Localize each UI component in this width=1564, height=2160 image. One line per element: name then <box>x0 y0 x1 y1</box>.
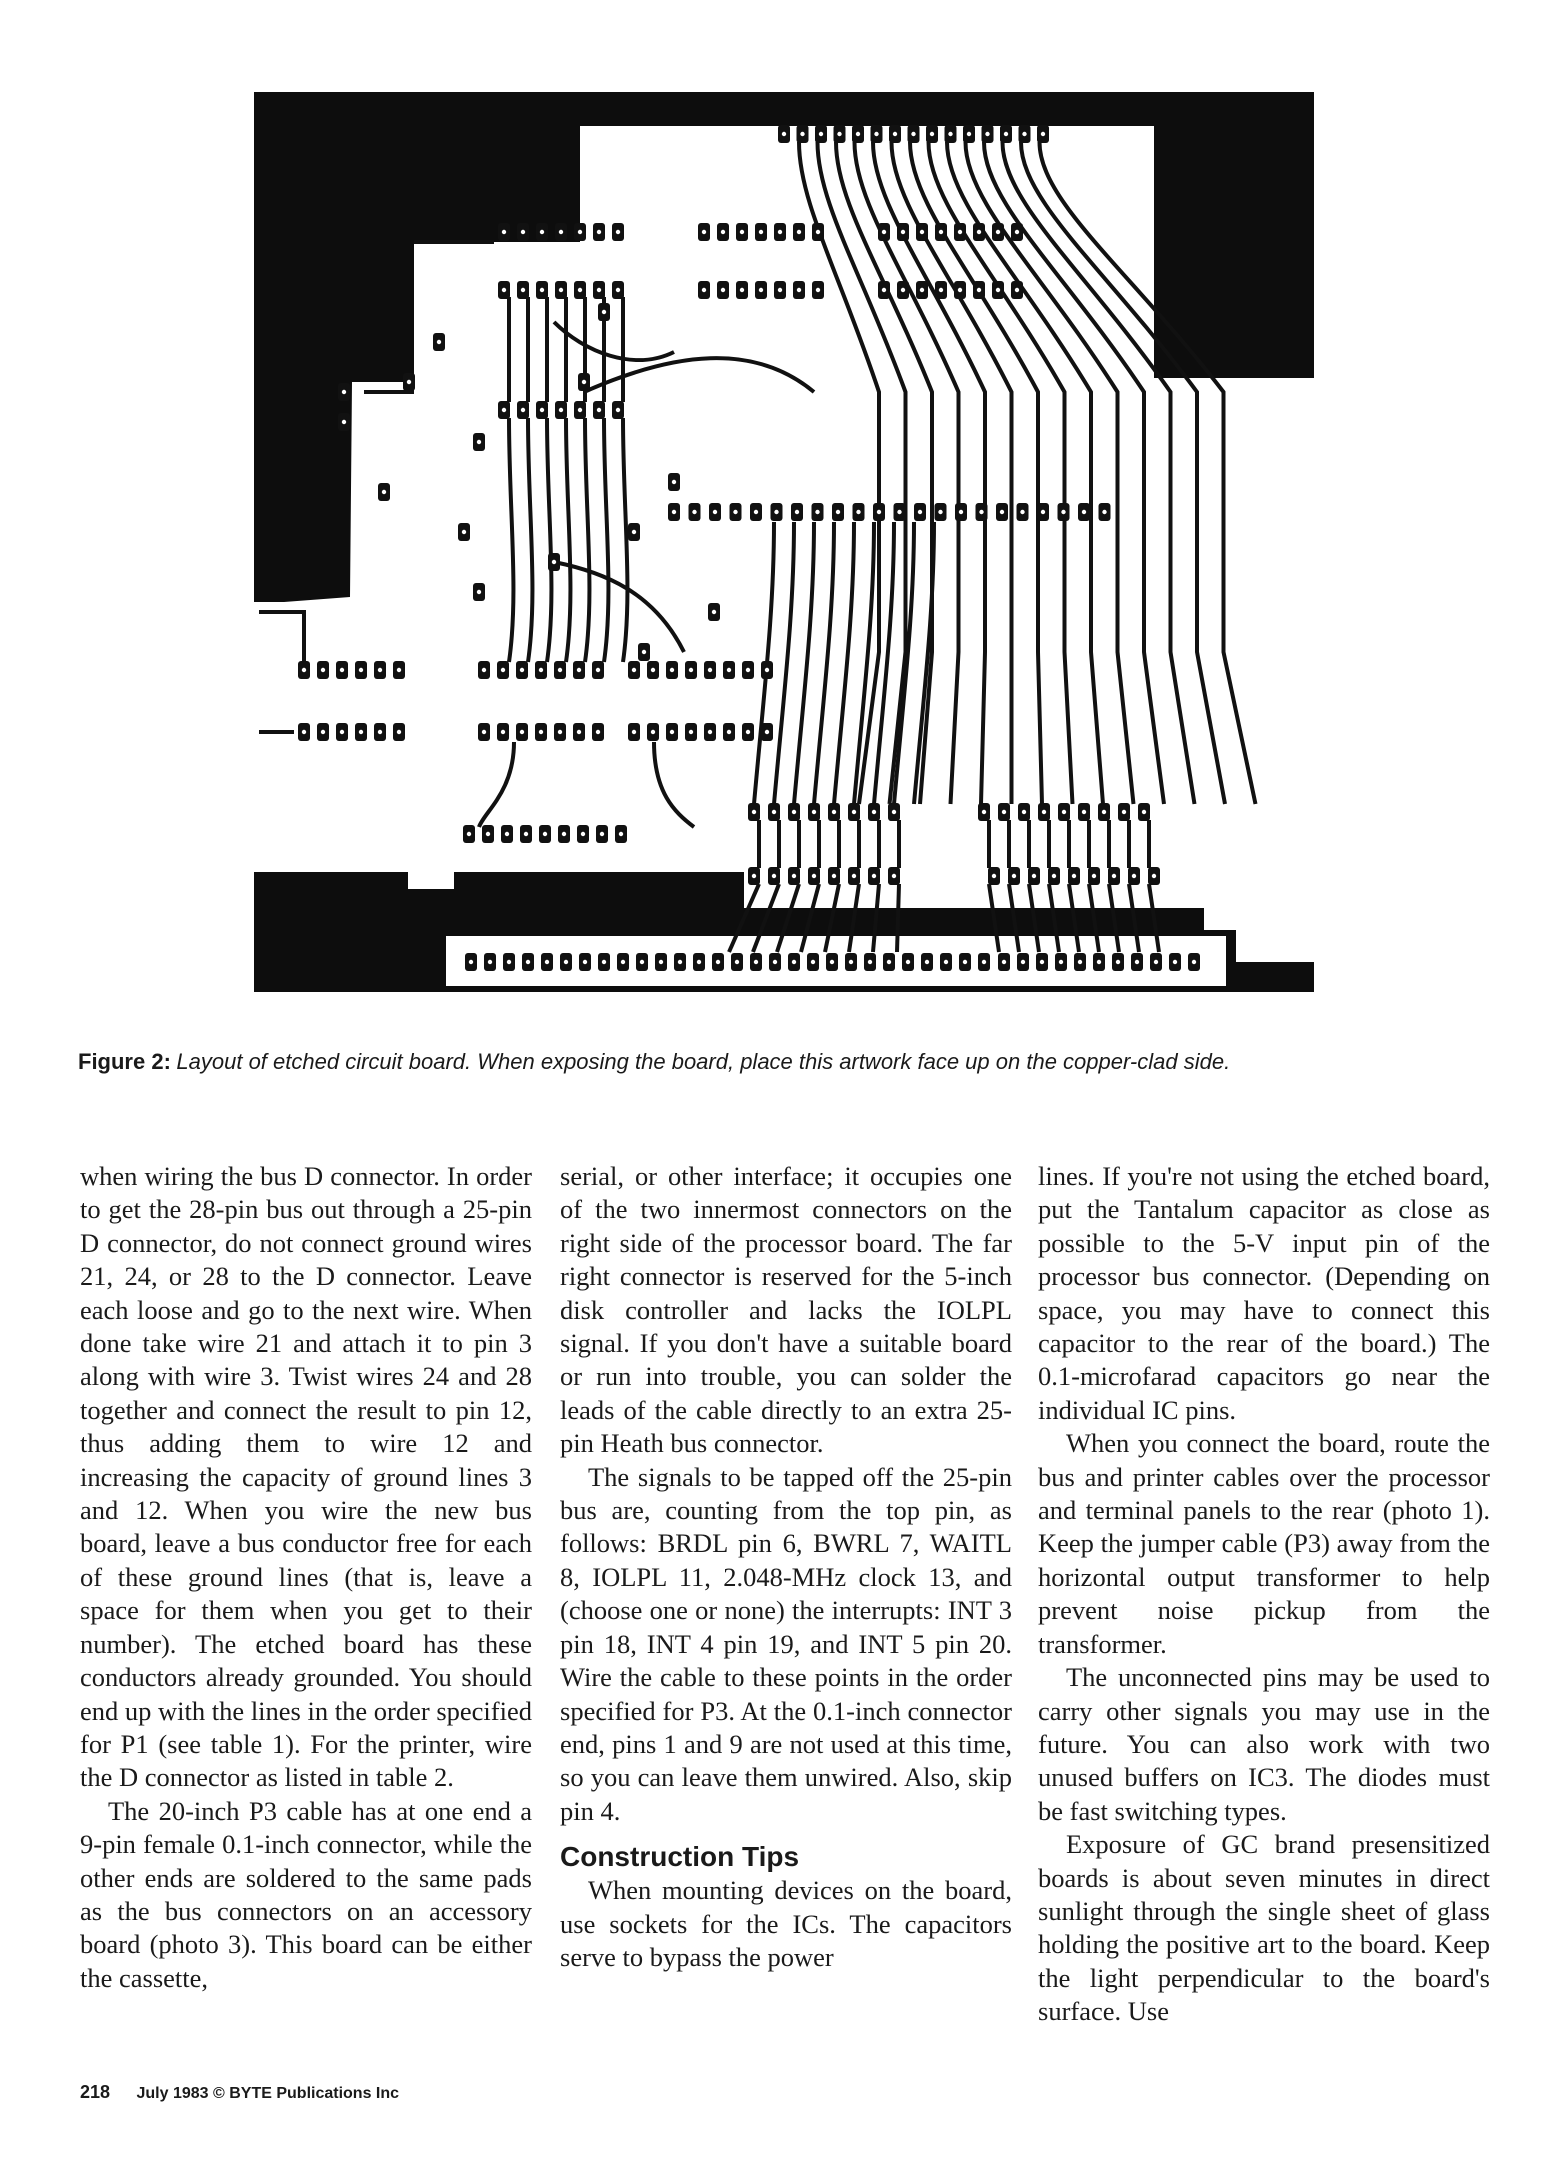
pad-hole <box>520 668 524 672</box>
pad-hole <box>778 230 782 234</box>
pad-hole <box>892 810 896 814</box>
pad-hole <box>462 530 466 534</box>
pad-hole <box>977 230 981 234</box>
figure-caption-text: Layout of etched circuit board. When exposing the board, place this artwork face up on the copper-clad side. <box>176 1049 1231 1074</box>
paragraph: The signals to be tapped off the 25-pin bus are, counting from the top pin, as follows: BRDL pin 6, BWRL 7, WAITL 8, IOLPL 11, 2.048-MHz clock 13, and (choose one or none) the interrupts: INT 3 pin 18, INT 4 pin 19, and INT 5 pin 20. Wire the cable to these points in the order specified for P3. At the 0.1-inch connector end, pins 1 and 9 are not used at this time, so you can leave them unwired. Also, skip pin 4. <box>560 1461 1012 1826</box>
paragraph: Exposure of GC brand presensitized boards is about seven minutes in direct sunlight through the single sheet of glass holding the positive art to the board. Keep the light perpendicular to the board's surface. Use <box>1038 1829 1490 2027</box>
pad-hole <box>740 288 744 292</box>
pad-hole <box>920 288 924 292</box>
pad-hole <box>901 288 905 292</box>
pad-hole <box>482 730 486 734</box>
pad-hole <box>1152 874 1156 878</box>
pad-hole <box>596 668 600 672</box>
pad-hole <box>815 510 819 514</box>
pad-hole <box>708 730 712 734</box>
pad-hole <box>539 668 543 672</box>
pad-hole <box>1072 874 1076 878</box>
pad-hole <box>939 288 943 292</box>
pad-hole <box>562 832 566 836</box>
pad-hole <box>958 288 962 292</box>
pad-hole <box>616 288 620 292</box>
pad-hole <box>1173 960 1177 964</box>
pad-hole <box>800 132 804 136</box>
pad-hole <box>746 668 750 672</box>
circuit-board-figure <box>254 92 1314 992</box>
pad-hole <box>985 132 989 136</box>
pad-hole <box>552 560 556 564</box>
pad-hole <box>578 288 582 292</box>
pad-hole <box>558 668 562 672</box>
pad-hole <box>577 730 581 734</box>
pad-hole <box>602 310 606 314</box>
pad-hole <box>1082 510 1086 514</box>
pad-hole <box>670 730 674 734</box>
pad-hole <box>958 230 962 234</box>
pad-hole <box>1102 810 1106 814</box>
pad-hole <box>616 408 620 412</box>
paragraph: when wiring the bus D connector. In order to get the 28-pin bus out through a 25-pin D connector, do not connect ground wires 21, 24, or 28 to the D connector. Leave each loose and go to the next wire. When done take wire 21 and attach it to pin 3 along with wire 3. Twist wires 24 and 28 together and connect the result to pin 12, thus adding them to wire 12 and increasing the capacity of ground lines 3 and 12. When you wire the new bus board, leave a bus conductor free for each of these ground lines (that is, leave a space for them when you get to their number). The etched board has these conductors already grounded. You should end up with the lines in the order specified for P1 (see table 1). For the printer, wire the D connector as listed in table 2. <box>80 1161 532 1793</box>
pad-hole <box>727 668 731 672</box>
pad-hole <box>621 960 625 964</box>
pad-hole <box>619 832 623 836</box>
text-column-1 <box>80 1160 532 1995</box>
pad-hole <box>577 668 581 672</box>
pad-hole <box>727 730 731 734</box>
pad-hole <box>632 730 636 734</box>
pad-hole <box>632 668 636 672</box>
pad-hole <box>502 408 506 412</box>
pad-hole <box>581 832 585 836</box>
pad-hole <box>830 960 834 964</box>
pad-hole <box>1097 960 1101 964</box>
pad-hole <box>1022 810 1026 814</box>
pad-hole <box>597 408 601 412</box>
pad-hole <box>773 960 777 964</box>
pad-hole <box>1142 810 1146 814</box>
pad-hole <box>721 230 725 234</box>
pad-hole <box>597 230 601 234</box>
pad-hole <box>545 960 549 964</box>
paragraph: serial, or other interface; it occupies one of the two innermost connectors on the right side of the processor board. The far right connector is reserved for the 5-inch disk controller and lacks the IOLPL signal. If you don't have a suitable board or run into trouble, you can solder the leads of the cable directly to an extra 25-pin Heath bus connector. <box>560 1161 1012 1459</box>
pad-hole <box>1000 510 1004 514</box>
pad-hole <box>1040 960 1044 964</box>
footer-imprint: July 1983 © BYTE Publications Inc <box>136 2085 400 2102</box>
pad-hole <box>754 510 758 514</box>
pad-hole <box>772 810 776 814</box>
pad-hole <box>1102 510 1106 514</box>
pad-hole <box>778 288 782 292</box>
text-column-3 <box>1038 1160 1490 2029</box>
pad-hole <box>852 810 856 814</box>
pad-hole <box>733 510 737 514</box>
pad-hole <box>792 810 796 814</box>
pad-hole <box>772 874 776 878</box>
pad-hole <box>359 668 363 672</box>
pad-hole <box>979 510 983 514</box>
pad-hole <box>578 408 582 412</box>
pad-hole <box>712 610 716 614</box>
pad-hole <box>488 960 492 964</box>
pad-hole <box>1020 510 1024 514</box>
pad-hole <box>918 510 922 514</box>
pad-hole <box>521 408 525 412</box>
pad-hole <box>539 730 543 734</box>
pad-hole <box>382 490 386 494</box>
figure-caption-label: Figure 2: <box>78 1049 171 1074</box>
pad-hole <box>378 668 382 672</box>
pad-hole <box>938 510 942 514</box>
pad-hole <box>925 960 929 964</box>
pad-hole <box>948 132 952 136</box>
paragraph: The 20-inch P3 cable has at one end a 9-pin female 0.1-inch connector, while the other ends are soldered to the same pads as the bus connectors on an accessory board (photo 3). This board can be either the cassette, <box>80 1795 532 1993</box>
pad-hole <box>689 730 693 734</box>
pad-hole <box>754 960 758 964</box>
pad-hole <box>930 132 934 136</box>
pad-hole <box>1122 810 1126 814</box>
pad-hole <box>832 810 836 814</box>
pad-hole <box>321 668 325 672</box>
pad-hole <box>797 288 801 292</box>
pad-hole <box>578 230 582 234</box>
pad-hole <box>944 960 948 964</box>
pad-hole <box>600 832 604 836</box>
pad-hole <box>1078 960 1082 964</box>
pad-hole <box>640 960 644 964</box>
pad-hole <box>670 668 674 672</box>
pad-hole <box>996 288 1000 292</box>
pad-hole <box>697 960 701 964</box>
pad-hole <box>868 960 872 964</box>
pad-hole <box>1112 874 1116 878</box>
pad-hole <box>486 832 490 836</box>
pad-hole <box>906 960 910 964</box>
pad-hole <box>872 810 876 814</box>
pad-hole <box>407 380 411 384</box>
paragraph: When mounting devices on the board, use sockets for the ICs. The capacitors serve to bypass the power <box>560 1875 1012 1972</box>
pad-hole <box>1082 810 1086 814</box>
circuit-board-artwork <box>254 92 1314 992</box>
pad-hole <box>521 288 525 292</box>
pad-hole <box>559 230 563 234</box>
pad-hole <box>702 288 706 292</box>
pad-hole <box>1021 960 1025 964</box>
pad-hole <box>597 288 601 292</box>
pad-hole <box>795 510 799 514</box>
pad-hole <box>887 960 891 964</box>
pad-hole <box>502 288 506 292</box>
edge-trace <box>897 884 899 952</box>
pad-hole <box>982 960 986 964</box>
pad-hole <box>849 960 853 964</box>
pad-hole <box>832 874 836 878</box>
pad-hole <box>397 668 401 672</box>
pad-hole <box>1061 510 1065 514</box>
pad-hole <box>1041 510 1045 514</box>
pad-hole <box>642 650 646 654</box>
pad-hole <box>877 510 881 514</box>
pad-hole <box>1015 288 1019 292</box>
pad-hole <box>583 960 587 964</box>
pad-hole <box>672 480 676 484</box>
pad-hole <box>1002 960 1006 964</box>
pad-hole <box>672 510 676 514</box>
pad-hole <box>874 132 878 136</box>
pad-hole <box>526 960 530 964</box>
pad-hole <box>1154 960 1158 964</box>
pad-hole <box>893 132 897 136</box>
pad-hole <box>765 730 769 734</box>
pad-hole <box>735 960 739 964</box>
pad-hole <box>746 730 750 734</box>
text-column-2 <box>560 1160 1012 1974</box>
pad-hole <box>469 960 473 964</box>
pad-hole <box>467 832 471 836</box>
pad-hole <box>856 510 860 514</box>
pad-hole <box>765 668 769 672</box>
pad-hole <box>811 960 815 964</box>
pad-hole <box>982 810 986 814</box>
pad-hole <box>340 668 344 672</box>
pad-hole <box>792 874 796 878</box>
pad-hole <box>819 132 823 136</box>
pad-hole <box>596 730 600 734</box>
pad-hole <box>1132 874 1136 878</box>
pad-hole <box>752 874 756 878</box>
pad-hole <box>708 668 712 672</box>
pad-hole <box>812 810 816 814</box>
pad-hole <box>477 590 481 594</box>
pad-hole <box>543 832 547 836</box>
pad-hole <box>342 420 346 424</box>
figure-caption <box>78 1048 1498 1076</box>
pad-hole <box>1012 874 1016 878</box>
pad-hole <box>1004 132 1008 136</box>
pad-hole <box>632 530 636 534</box>
pad-hole <box>759 230 763 234</box>
pad-hole <box>559 408 563 412</box>
pad-hole <box>901 230 905 234</box>
section-heading: Construction Tips <box>560 1841 800 1873</box>
pad-hole <box>774 510 778 514</box>
pad-hole <box>378 730 382 734</box>
pad-hole <box>892 874 896 878</box>
pad-hole <box>651 730 655 734</box>
pad-hole <box>689 668 693 672</box>
pad-hole <box>856 132 860 136</box>
pad-hole <box>482 668 486 672</box>
pad-hole <box>1032 874 1036 878</box>
pad-hole <box>713 510 717 514</box>
pad-hole <box>678 960 682 964</box>
pad-hole <box>716 960 720 964</box>
pad-hole <box>792 960 796 964</box>
pad-hole <box>996 230 1000 234</box>
pad-hole <box>920 230 924 234</box>
pad-hole <box>540 408 544 412</box>
pad-hole <box>651 668 655 672</box>
pad-hole <box>759 288 763 292</box>
pad-hole <box>897 510 901 514</box>
pad-hole <box>977 288 981 292</box>
pad-hole <box>659 960 663 964</box>
paragraph: lines. If you're not using the etched board, put the Tantalum capacitor as close as possible to the 5-V input pin of the processor bus connector. (Depending on space, you may have to connect this capacitor to the rear of the board.) The 0.1-microfarad capacitors go near the individual IC pins. <box>1038 1161 1490 1425</box>
pad-hole <box>1062 810 1066 814</box>
pad-hole <box>692 510 696 514</box>
pad-hole <box>1052 874 1056 878</box>
pad-hole <box>564 960 568 964</box>
pad-hole <box>837 132 841 136</box>
pad-hole <box>521 230 525 234</box>
pad-hole <box>963 960 967 964</box>
pad-hole <box>1015 230 1019 234</box>
pad-hole <box>359 730 363 734</box>
pad-hole <box>812 874 816 878</box>
pad-hole <box>502 230 506 234</box>
pad-hole <box>797 230 801 234</box>
pad-hole <box>540 230 544 234</box>
pad-hole <box>340 730 344 734</box>
pad-hole <box>1135 960 1139 964</box>
pad-hole <box>882 230 886 234</box>
pad-hole <box>939 230 943 234</box>
pad-hole <box>437 340 441 344</box>
page-number: 218 <box>80 2082 111 2102</box>
pad-hole <box>1059 960 1063 964</box>
pad-hole <box>959 510 963 514</box>
pad-hole <box>1116 960 1120 964</box>
pad-hole <box>702 230 706 234</box>
pad-hole <box>911 132 915 136</box>
pad-hole <box>882 288 886 292</box>
pad-hole <box>524 832 528 836</box>
pad-hole <box>1042 810 1046 814</box>
pad-hole <box>852 874 856 878</box>
pad-hole <box>816 230 820 234</box>
board-notch <box>524 126 580 161</box>
pad-hole <box>740 230 744 234</box>
pad-hole <box>1092 874 1096 878</box>
paragraph: When you connect the board, route the bus and printer cables over the processor and terminal panels to the rear (photo 1). Keep the jumper cable (P3) away from the horizontal output transformer to help prevent noise pickup from the transformer. <box>1038 1428 1490 1659</box>
page-footer <box>80 2082 399 2103</box>
pad-hole <box>397 730 401 734</box>
pad-hole <box>505 832 509 836</box>
pad-hole <box>302 730 306 734</box>
pad-hole <box>1002 810 1006 814</box>
pad-hole <box>992 874 996 878</box>
pad-hole <box>602 960 606 964</box>
pad-hole <box>540 288 544 292</box>
pad-hole <box>342 390 346 394</box>
pad-hole <box>721 288 725 292</box>
pad-hole <box>501 668 505 672</box>
pad-hole <box>520 730 524 734</box>
pad-hole <box>501 730 505 734</box>
pad-hole <box>967 132 971 136</box>
pad-hole <box>836 510 840 514</box>
paragraph: The unconnected pins may be used to carry other signals you may use in the future. You can also work with two unused buffers on IC3. The diodes must be fast switching types. <box>1038 1662 1490 1826</box>
pad-hole <box>477 440 481 444</box>
pad-hole <box>558 730 562 734</box>
pad-hole <box>1022 132 1026 136</box>
pad-hole <box>816 288 820 292</box>
pad-hole <box>752 810 756 814</box>
pad-hole <box>559 288 563 292</box>
pad-hole <box>1192 960 1196 964</box>
pad-hole <box>582 380 586 384</box>
pad-hole <box>872 874 876 878</box>
pad-hole <box>321 730 325 734</box>
pad-hole <box>302 668 306 672</box>
pad-hole <box>782 132 786 136</box>
pad-hole <box>616 230 620 234</box>
pad-hole <box>507 960 511 964</box>
pad-hole <box>1041 132 1045 136</box>
